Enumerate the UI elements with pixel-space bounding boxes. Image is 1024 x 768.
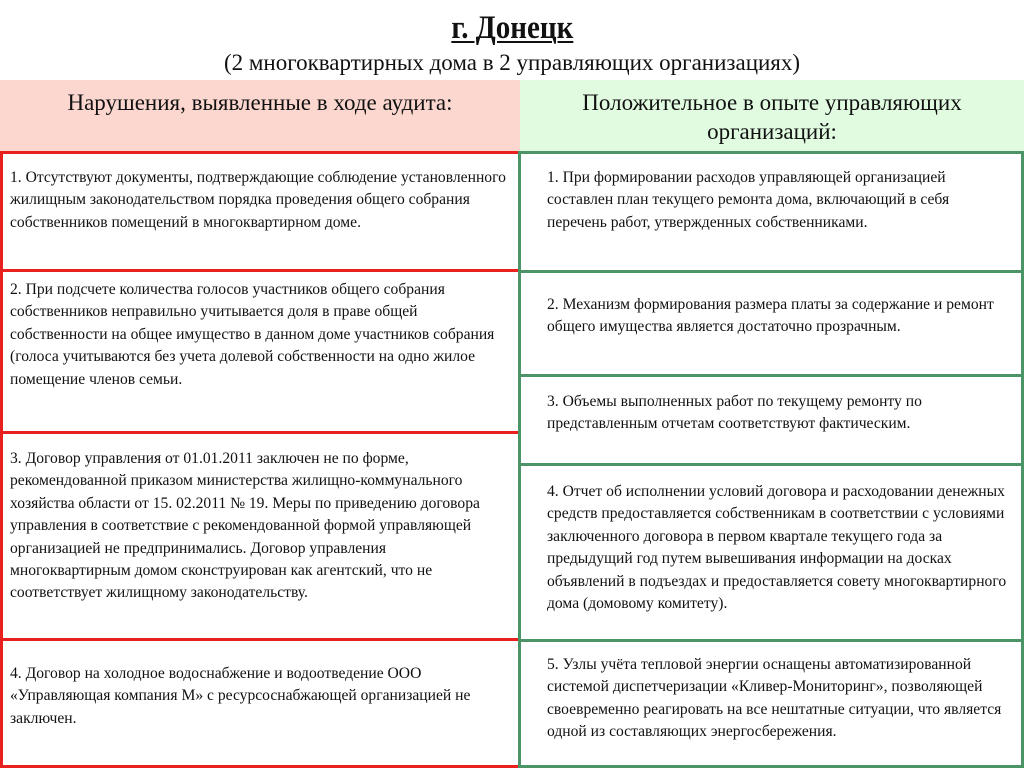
positive-item-3: 3. Объемы выполненных работ по текущему ремонту по представленным отчетам соответствуют фактическим. <box>518 374 1024 466</box>
positives-column-heading: Положительное в опыте управляющих организаций: <box>520 80 1024 151</box>
positive-item-5: 5. Узлы учёта тепловой энергии оснащены автоматизированной системой диспетчеризации «Кливер-Мониторинг», позволяющей своевременно реагировать на все нештатные ситуации, что является одной из составляющих энергосбережения. <box>518 639 1024 768</box>
positive-item-4: 4. Отчет об исполнении условий договора и расходовании денежных средств предоставляется собственникам в соответствии с условиями заключенного договора в первом квартале текущего года за предыдущий год путем вывешивания информации на досках объявлений в подъездах и предоставляется совету многоквартирного дома (домовому комитету). <box>518 463 1024 642</box>
positive-item-1: 1. При формировании расходов управляющей организацией составлен план текущего ремонта дома, включающий в себя перечень работ, утвержденных собственниками. <box>518 151 1024 273</box>
positive-item-2: 2. Механизм формирования размера платы за содержание и ремонт общего имущества является достаточно прозрачным. <box>518 270 1024 377</box>
violation-item-4: 4. Договор на холодное водоснабжение и водоотведение ООО «Управляющая компания М» с ресурсоснабжающей организацией не заключен. <box>0 638 521 768</box>
page-title: г. Донецк <box>450 10 574 46</box>
violations-column-heading: Нарушения, выявленные в ходе аудита: <box>0 80 520 151</box>
title-container <box>0 8 1024 48</box>
violation-item-3: 3. Договор управления от 01.01.2011 заключен не по форме, рекомендованной приказом министерства жилищно-коммунального хозяйства области от 15. 02.2011 № 19. Меры по приведению договора управления в соответствие с рекомендованной формой управляющей организацией не предпринимались. Договор управления многоквартирным домом сконструирован как агентский, что не соответствует жилищному законодательству. <box>0 431 521 641</box>
violation-item-1: 1. Отсутствуют документы, подтверждающие соблюдение установленного жилищным законодательством порядка проведения общего собрания собственников помещений в многоквартирном доме. <box>0 151 521 272</box>
page-subtitle: (2 многоквартирных дома в 2 управляющих организациях) <box>223 50 801 75</box>
violation-item-2: 2. При подсчете количества голосов участников общего собрания собственников неправильно учитывается доля в праве общей собственности на общее имущество в данном доме участников собрания (голоса учитываются без учета долевой собственности на одно жилое помещение членов семьи. <box>0 269 521 434</box>
